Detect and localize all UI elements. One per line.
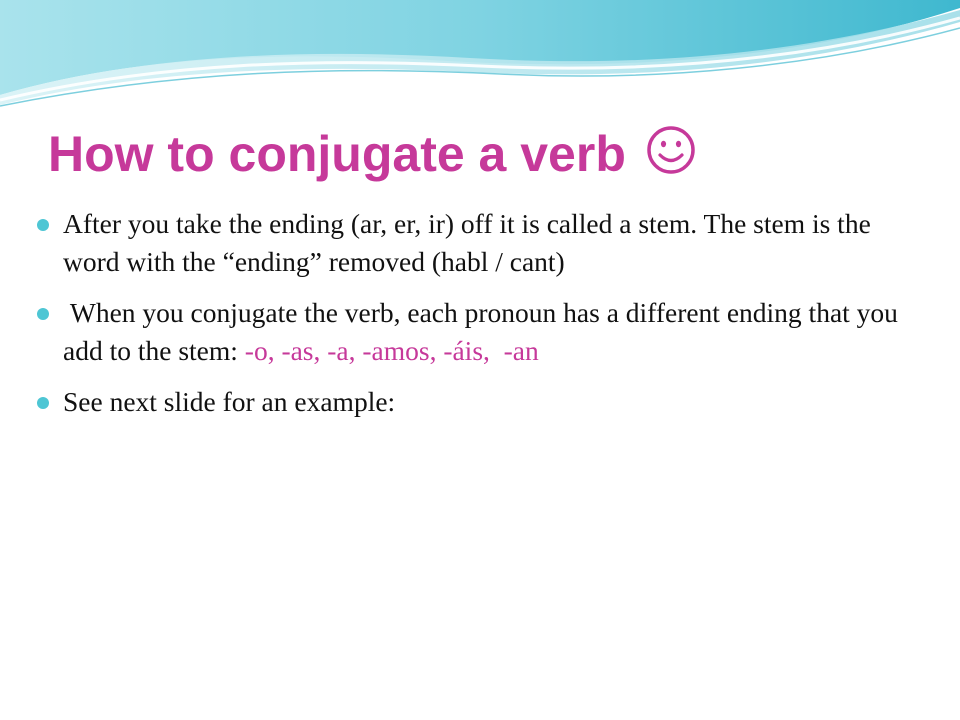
bullet-text: See next slide for an example: [63, 386, 396, 417]
ending-list-highlight: -o, -as, -a, -amos, -áis, -an [244, 335, 539, 366]
bullet-dot-icon [37, 397, 49, 409]
bullet-item [36, 294, 916, 370]
bullet-dot-icon [37, 219, 49, 231]
bullet-text: After you take the ending (ar, er, ir) off it is called a stem. The stem is the word with the “ending” removed (habl / cant) [63, 208, 871, 277]
bullet-item [36, 205, 916, 281]
bullet-list [36, 205, 916, 434]
bullet-dot-icon [37, 308, 49, 320]
header-wave-decoration [0, 0, 960, 110]
smiley-face-icon [646, 125, 696, 175]
bullet-text: When you conjugate the verb, each pronoun has a different ending that you add to the stem: [63, 297, 905, 366]
slide-title [48, 122, 696, 186]
slide-title-text: How to conjugate a verb [48, 126, 626, 182]
bullet-item [36, 383, 916, 421]
